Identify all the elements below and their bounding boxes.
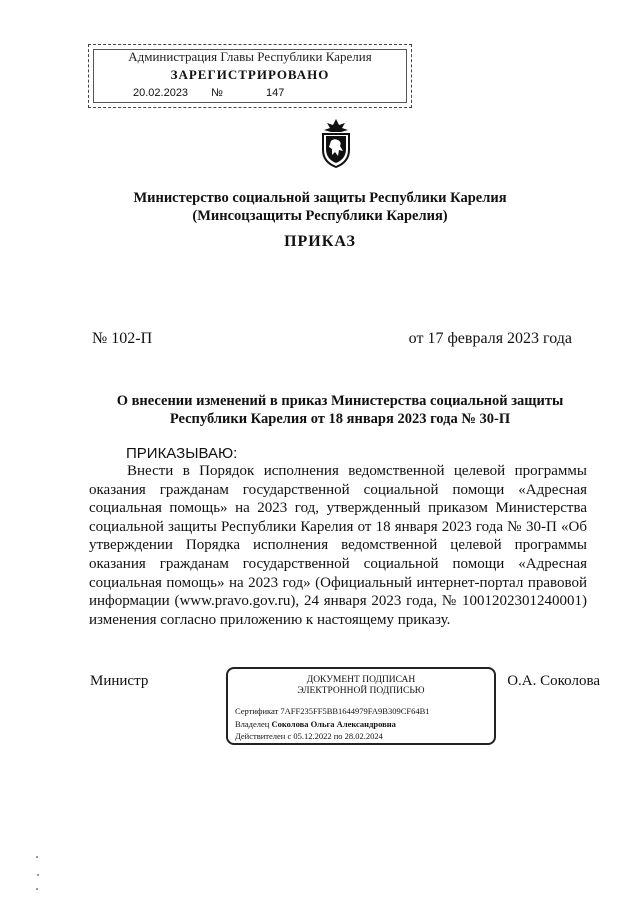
signatory-position: Министр <box>90 673 149 689</box>
stamp-date: 20.02.2023 <box>133 87 189 99</box>
esign-owner <box>235 719 396 729</box>
stamp-authority: Администрация Главы Республики Карелия <box>128 49 372 64</box>
esign-validity-label: Действителен <box>235 731 286 741</box>
scan-speck <box>36 888 38 890</box>
order-directive: ПРИКАЗЫВАЮ: <box>126 445 238 462</box>
esign-title-line2: ЭЛЕКТРОННОЙ ПОДПИСЬЮ <box>297 686 425 696</box>
document-type: ПРИКАЗ <box>284 233 356 250</box>
esign-validity-value: с 05.12.2022 по 28.02.2024 <box>287 731 383 741</box>
ministry-name: Министерство социальной защиты Республики Карелия <box>133 190 507 206</box>
scan-speck <box>37 874 39 876</box>
order-date: от 17 февраля 2023 года <box>408 330 572 347</box>
esign-owner-value: Соколова Ольга Александровна <box>271 719 396 729</box>
esign-title-line1: ДОКУМЕНТ ПОДПИСАН <box>306 675 416 685</box>
scan-speck <box>36 856 38 858</box>
karelia-coat-of-arms-icon <box>316 118 356 168</box>
stamp-registration-line <box>133 87 284 99</box>
esign-validity <box>235 731 383 741</box>
order-body-paragraph: Внести в Порядок исполнения ведомственной целевой программы оказания гражданам государственной социальной помощи «Адресная социальная помощь» на 2023 год, утвержденный приказом Министерства социальной защиты Республики Карелия от 18 января 2023 года № 30-П «Об утверждении Порядка исполнения ведомственной целевой программы оказания гражданам государственной социальной помощи «Адресная социальная помощь» на 2023 год» (Официальный интернет-портал правовой информации (www.pravo.gov.ru), 24 января 2023 года, № 1001202301240001) изменения согласно приложению к настоящему приказу. <box>89 463 587 628</box>
order-subject-line2: Республики Карелия от 18 января 2023 года № 30-П <box>169 411 511 427</box>
stamp-number: 147 <box>266 87 285 99</box>
esign-certificate-value: 7AFF235FF5BB1644979FA9B309CF64B1 <box>280 706 430 716</box>
registration-stamp <box>88 44 412 108</box>
electronic-signature-stamp <box>226 667 496 745</box>
stamp-number-label: № <box>211 87 223 99</box>
esign-certificate <box>235 706 430 716</box>
stamp-registered: ЗАРЕГИСТРИРОВАНО <box>170 67 330 82</box>
order-number: № 102-П <box>92 330 153 347</box>
esign-owner-label: Владелец <box>235 719 270 729</box>
order-subject-line1: О внесении изменений в приказ Министерства социальной защиты <box>116 393 564 409</box>
esign-certificate-label: Сертификат <box>235 706 279 716</box>
ministry-short-name: (Минсоцзащиты Республики Карелия) <box>192 208 448 224</box>
signatory-name: О.А. Соколова <box>507 673 600 689</box>
